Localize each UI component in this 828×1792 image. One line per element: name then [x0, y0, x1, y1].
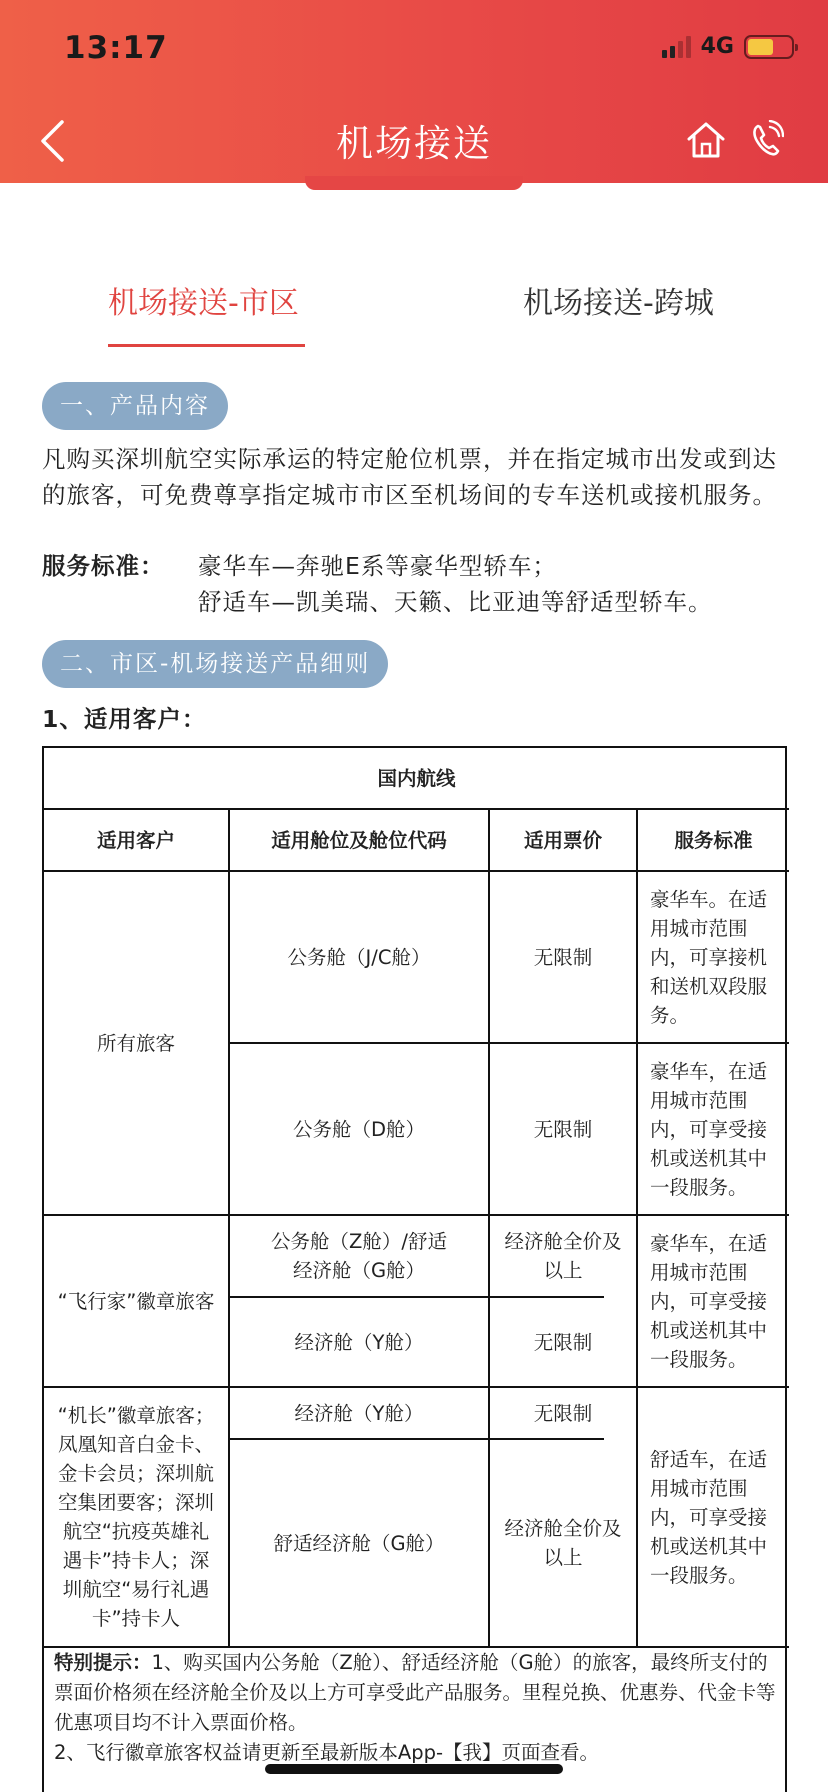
table-cell-fare: 无限制	[533, 1117, 593, 1141]
table-cell-fare: 经济舱全价及以上	[504, 1230, 622, 1282]
network-type: 4G	[700, 34, 734, 59]
rules-table	[42, 746, 787, 1792]
table-cell-cabin: 公务舱（D舱）	[292, 1117, 425, 1141]
special-notice-line-2: 2、飞行徽章旅客权益请更新至最新版本App-【我】页面查看。	[54, 1741, 600, 1764]
status-indicators	[662, 34, 794, 59]
table-caption: 国内航线	[377, 766, 456, 790]
table-cell-fare: 无限制	[533, 1401, 593, 1425]
tab-bar	[0, 278, 828, 348]
product-intro: 凡购买深圳航空实际承运的特定舱位机票，并在指定城市出发或到达的旅客，可免费尊享指定城市市区至机场间的专车送机或接机服务。	[42, 445, 777, 509]
table-cell-fare: 无限制	[533, 1330, 593, 1354]
home-indicator	[265, 1764, 563, 1774]
section-title-product: 一、产品内容	[42, 382, 228, 430]
table-cell-fare: 无限制	[533, 945, 593, 969]
tab-city[interactable]: 机场接送-市区	[108, 286, 299, 321]
table-cell-service: 舒适车，在适用城市范围内，可享受接机或送机其中一段服务。	[650, 1447, 768, 1587]
service-standard-row	[42, 548, 557, 584]
home-icon[interactable]	[686, 120, 726, 160]
table-cell-fare: 经济舱全价及以上	[504, 1517, 622, 1569]
special-notice-line-1: 1、购买国内公务舱（Z舱）、舒适经济舱（G舱）的旅客，最终所支付的票面价格须在经济舱全价及以上方可享受此产品服务。里程兑换、优惠券、代金卡等优惠项目均不计入票面价格。	[54, 1651, 776, 1734]
phone-icon[interactable]	[750, 120, 784, 158]
table-cell-cabin: 公务舱（J/C舱）	[287, 945, 431, 969]
service-standard-comfort: 舒适车—凯美瑞、天籁、比亚迪等舒适型轿车。	[198, 588, 713, 616]
battery-icon	[744, 35, 794, 59]
table-cell-cabin: 经济舱（Y舱）	[294, 1401, 424, 1425]
signal-icon	[662, 36, 691, 58]
tab-cross-city[interactable]: 机场接送-跨城	[523, 286, 714, 321]
special-notice-label: 特别提示：	[54, 1651, 152, 1674]
table-cell-cabin: 舒适经济舱（G舱）	[273, 1531, 445, 1555]
table-cell-cabin: 经济舱（Y舱）	[294, 1330, 424, 1354]
page-title: 机场接送	[336, 122, 492, 165]
header-tab-notch	[305, 176, 523, 190]
special-notice	[54, 1648, 779, 1768]
table-cell-customer: “飞行家”徽章旅客	[57, 1289, 215, 1313]
status-time: 13:17	[64, 30, 168, 66]
applicable-customers-heading: 1、适用客户：	[42, 705, 207, 733]
section-title-rules: 二、市区-机场接送产品细则	[42, 640, 388, 688]
table-header: 适用舱位及舱位代码	[271, 828, 447, 852]
table-cell-cabin: 公务舱（Z舱）/舒适经济舱（G舱）	[271, 1230, 447, 1282]
table-cell-service: 豪华车。在适用城市范围内，可享接机和送机双段服务。	[650, 887, 768, 1027]
table-cell-service: 豪华车，在适用城市范围内，可享受接机或送机其中一段服务。	[650, 1231, 768, 1371]
table-header: 服务标准	[674, 828, 753, 852]
table-header: 适用票价	[523, 828, 602, 852]
table-cell-customer: 所有旅客	[96, 1031, 175, 1055]
tab-active-indicator	[108, 344, 305, 347]
table-cell-service: 豪华车，在适用城市范围内，可享受接机或送机其中一段服务。	[650, 1059, 768, 1199]
table-cell-customer: “机长”徽章旅客；凤凰知音白金卡、金卡会员；深圳航空集团要客；深圳航空“抗疫英雄礼遇卡”持卡人；深圳航空“易行礼遇卡”持卡人	[57, 1404, 215, 1630]
service-standard-luxury: 豪华车—奔驰E系等豪华型轿车；	[198, 552, 557, 580]
header-bar	[0, 0, 828, 183]
service-standard-label: 服务标准：	[42, 552, 165, 580]
table-header: 适用客户	[96, 828, 175, 852]
